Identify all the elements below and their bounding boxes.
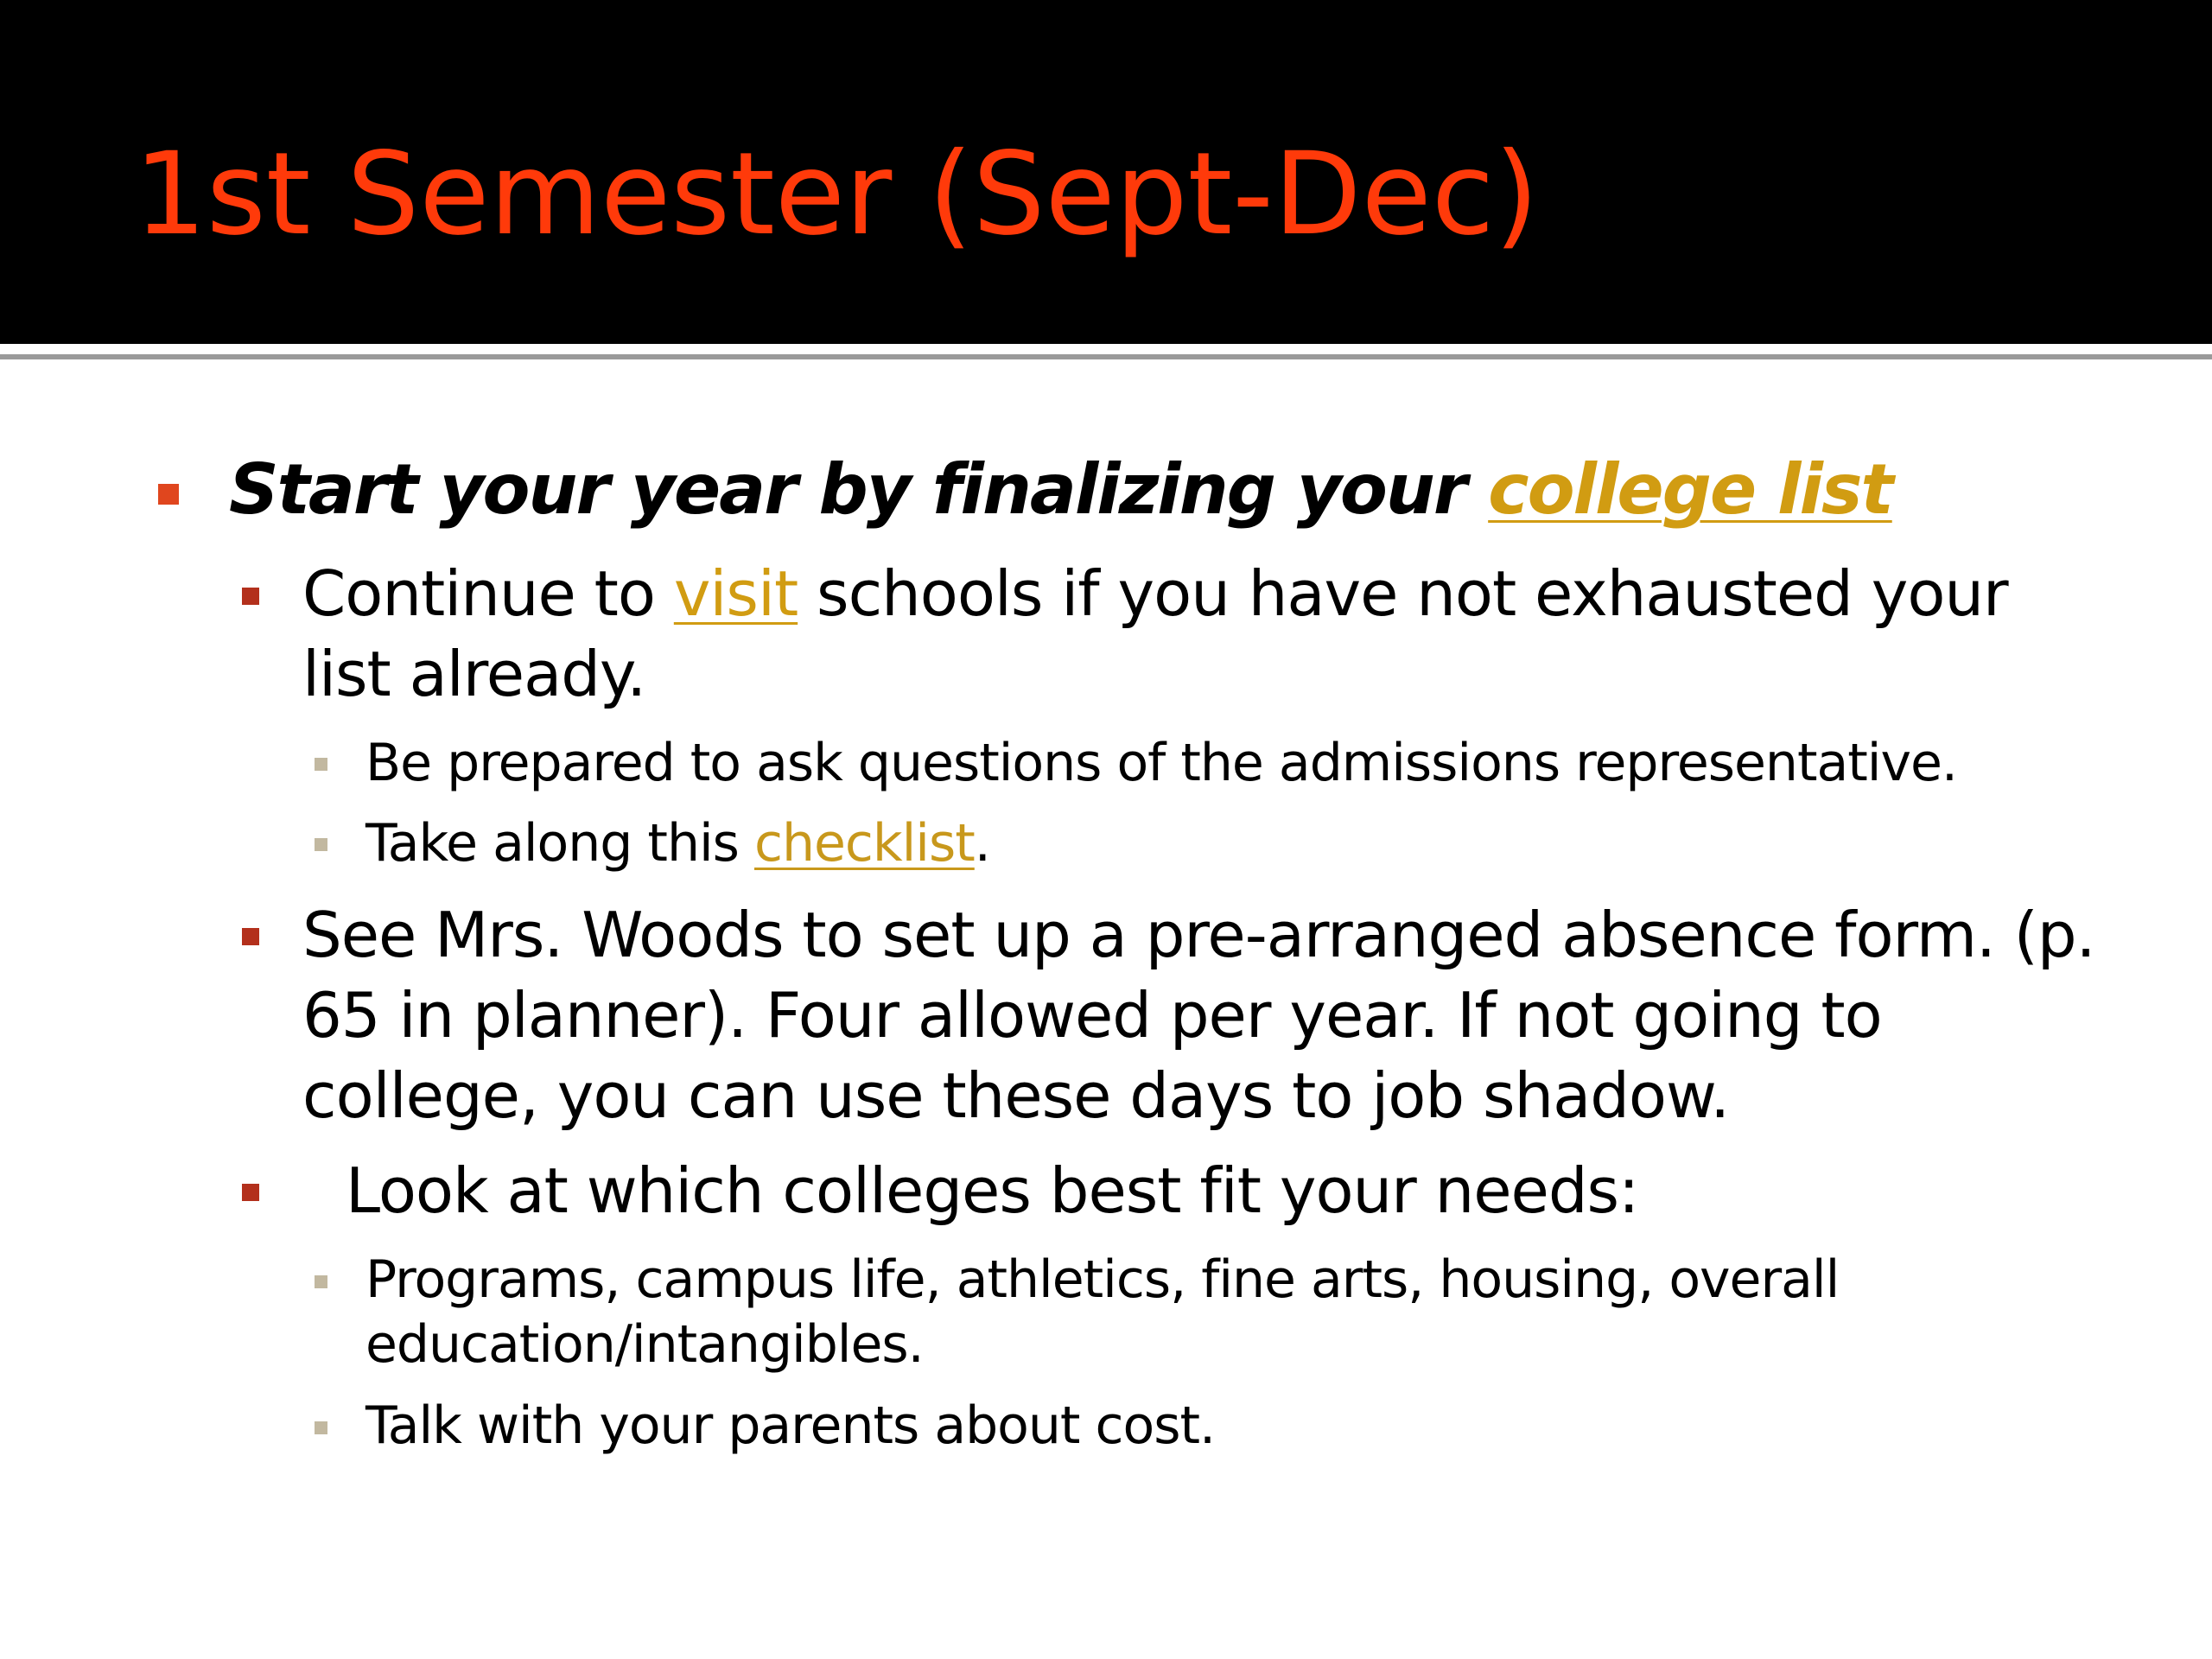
slide-title: 1st Semester (Sept-Dec) — [134, 128, 1539, 261]
bullet-continue-line2: list already. — [302, 638, 646, 710]
college-list-link[interactable]: college list — [1488, 449, 1892, 530]
bullet-marker — [315, 1421, 327, 1434]
bullet-marker — [315, 1275, 327, 1288]
bullet-marker — [242, 1184, 259, 1201]
bullet-absence-form-line2: 65 in planner). Four allowed per year. If not going to — [302, 979, 1882, 1052]
bullet-marker — [242, 588, 259, 605]
bullet-programs-line2: education/intangibles. — [365, 1314, 924, 1375]
bullet-text: Continue to — [302, 557, 674, 630]
bullet-marker — [315, 838, 327, 851]
bullet-marker — [242, 928, 259, 945]
bullet-continue-visit — [302, 557, 2008, 630]
bullet-finalize-college-list — [229, 449, 1892, 530]
bullet-text: . — [974, 813, 990, 874]
bullet-marker — [158, 484, 179, 505]
bullet-talk-parents-cost: Talk with your parents about cost. — [365, 1395, 1216, 1456]
bullet-programs-line1: Programs, campus life, athletics, fine arts, housing, overall — [365, 1249, 1840, 1310]
bullet-marker — [315, 758, 327, 771]
bullet-absence-form-line3: college, you can use these days to job shadow. — [302, 1059, 1730, 1132]
bullet-prepare-questions: Be prepared to ask questions of the admissions representative. — [365, 733, 1957, 793]
bullet-text: Take along this — [365, 813, 754, 874]
bullet-absence-form-line1: See Mrs. Woods to set up a pre-arranged absence form. (p. — [302, 899, 2095, 971]
visit-link[interactable]: visit — [673, 557, 798, 630]
bullet-text: schools if you have not exhausted your — [798, 557, 2008, 630]
bullet-take-checklist — [365, 813, 990, 874]
bullet-look-at-colleges: Look at which colleges best fit your needs: — [346, 1154, 1639, 1227]
checklist-link[interactable]: checklist — [753, 813, 975, 874]
bullet-text: Start your year by finalizing your — [229, 449, 1489, 530]
